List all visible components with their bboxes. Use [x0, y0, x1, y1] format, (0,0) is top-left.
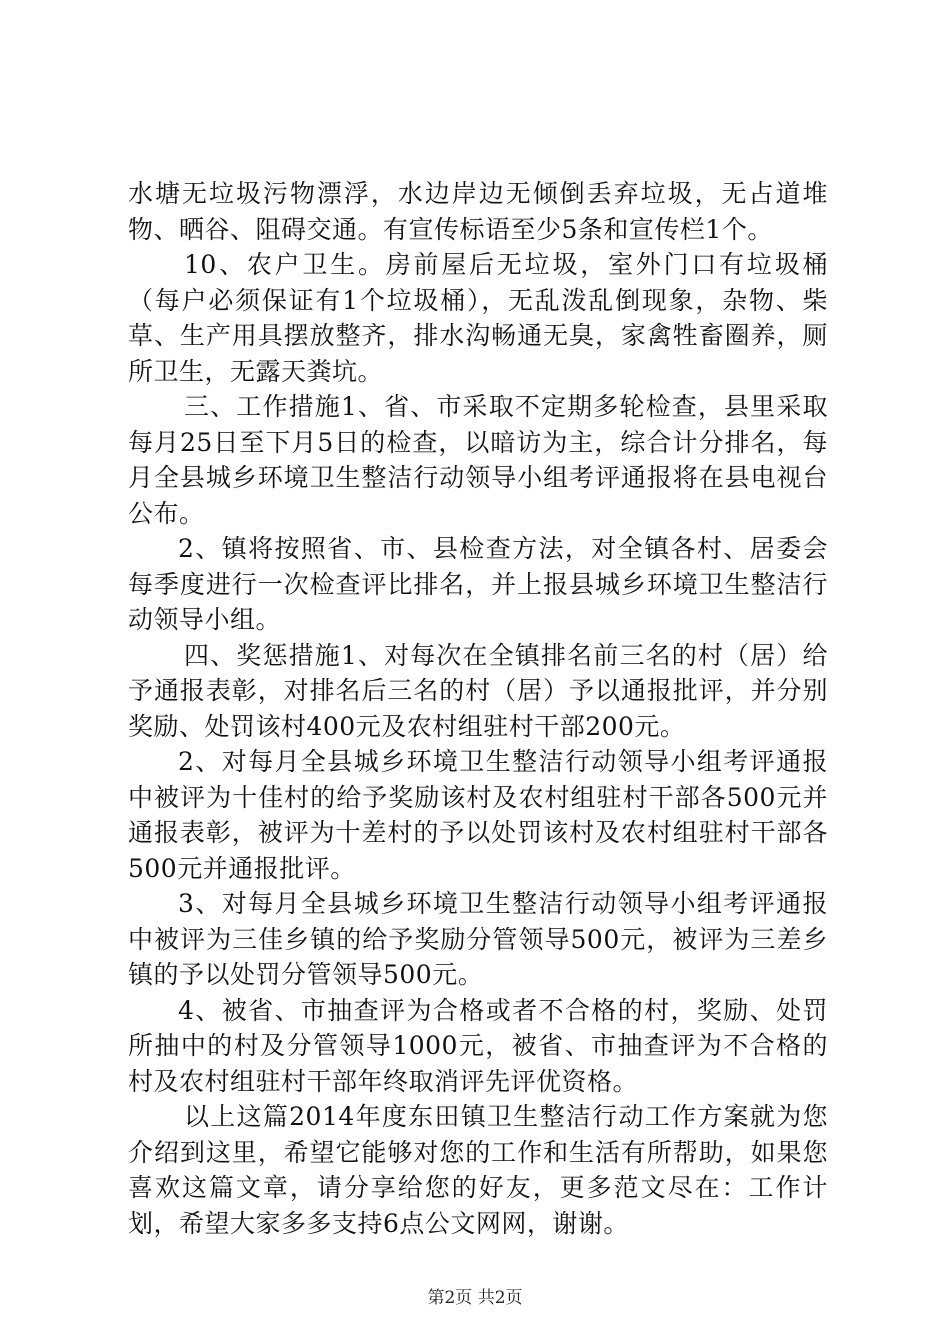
paragraph-work-measures: 三、工作措施1、省、市采取不定期多轮检查，县里采取每月25日至下月5日的检查，以暗访为主，综合计分排名，每月全县城乡环境卫生整洁行动领导小组考评通报将在县电视台公布。	[128, 392, 828, 528]
paragraph-spot-check: 4、被省、市抽查评为合格或者不合格的村，奖励、处罚所抽中的村及分管领导1000元，被省、市抽查评为不合格的村及农村组驻村干部年终取消评先评优资格。	[128, 995, 828, 1096]
paragraph-household-sanitation: 10、农户卫生。房前屋后无垃圾，室外门口有垃圾桶（每户必须保证有1个垃圾桶），无乱泼乱倒现象，杂物、柴草、生产用具摆放整齐，排水沟畅通无臭，家禽牲畜圈养，厕所卫生，无露天粪坑。	[128, 250, 828, 386]
paragraph-rewards-penalties: 四、奖惩措施1、对每次在全镇排名前三名的村（居）给予通报表彰，对排名后三名的村（居）予以通报批评，并分别奖励、处罚该村400元及农村组驻村干部200元。	[128, 640, 828, 741]
page-footer: 第2页 共2页	[427, 1288, 523, 1308]
document-body	[128, 176, 828, 1241]
paragraph-township-ranking: 3、对每月全县城乡环境卫生整洁行动领导小组考评通报中被评为三佳乡镇的给予奖励分管领导500元，被评为三差乡镇的予以处罚分管领导500元。	[128, 889, 828, 989]
paragraph-closing: 以上这篇2014年度东田镇卫生整洁行动工作方案就为您介绍到这里，希望它能够对您的工作和生活有所帮助，如果您喜欢这篇文章，请分享给您的好友，更多范文尽在：工作计划，希望大家多多支持6点公文网网，谢谢。	[128, 1102, 828, 1238]
paragraph-sanitation-water: 水塘无垃圾污物漂浮，水边岸边无倾倒丢弃垃圾，无占道堆物、晒谷、阻碍交通。有宣传标语至少5条和宣传栏1个。	[128, 179, 828, 244]
paragraph-town-inspection: 2、镇将按照省、市、县检查方法，对全镇各村、居委会每季度进行一次检查评比排名，并上报县城乡环境卫生整洁行动领导小组。	[128, 534, 828, 634]
paragraph-county-ranking: 2、对每月全县城乡环境卫生整洁行动领导小组考评通报中被评为十佳村的给予奖励该村及农村组驻村干部各500元并通报表彰，被评为十差村的予以处罚该村及农村组驻村干部各500元并通报批评。	[128, 747, 828, 883]
